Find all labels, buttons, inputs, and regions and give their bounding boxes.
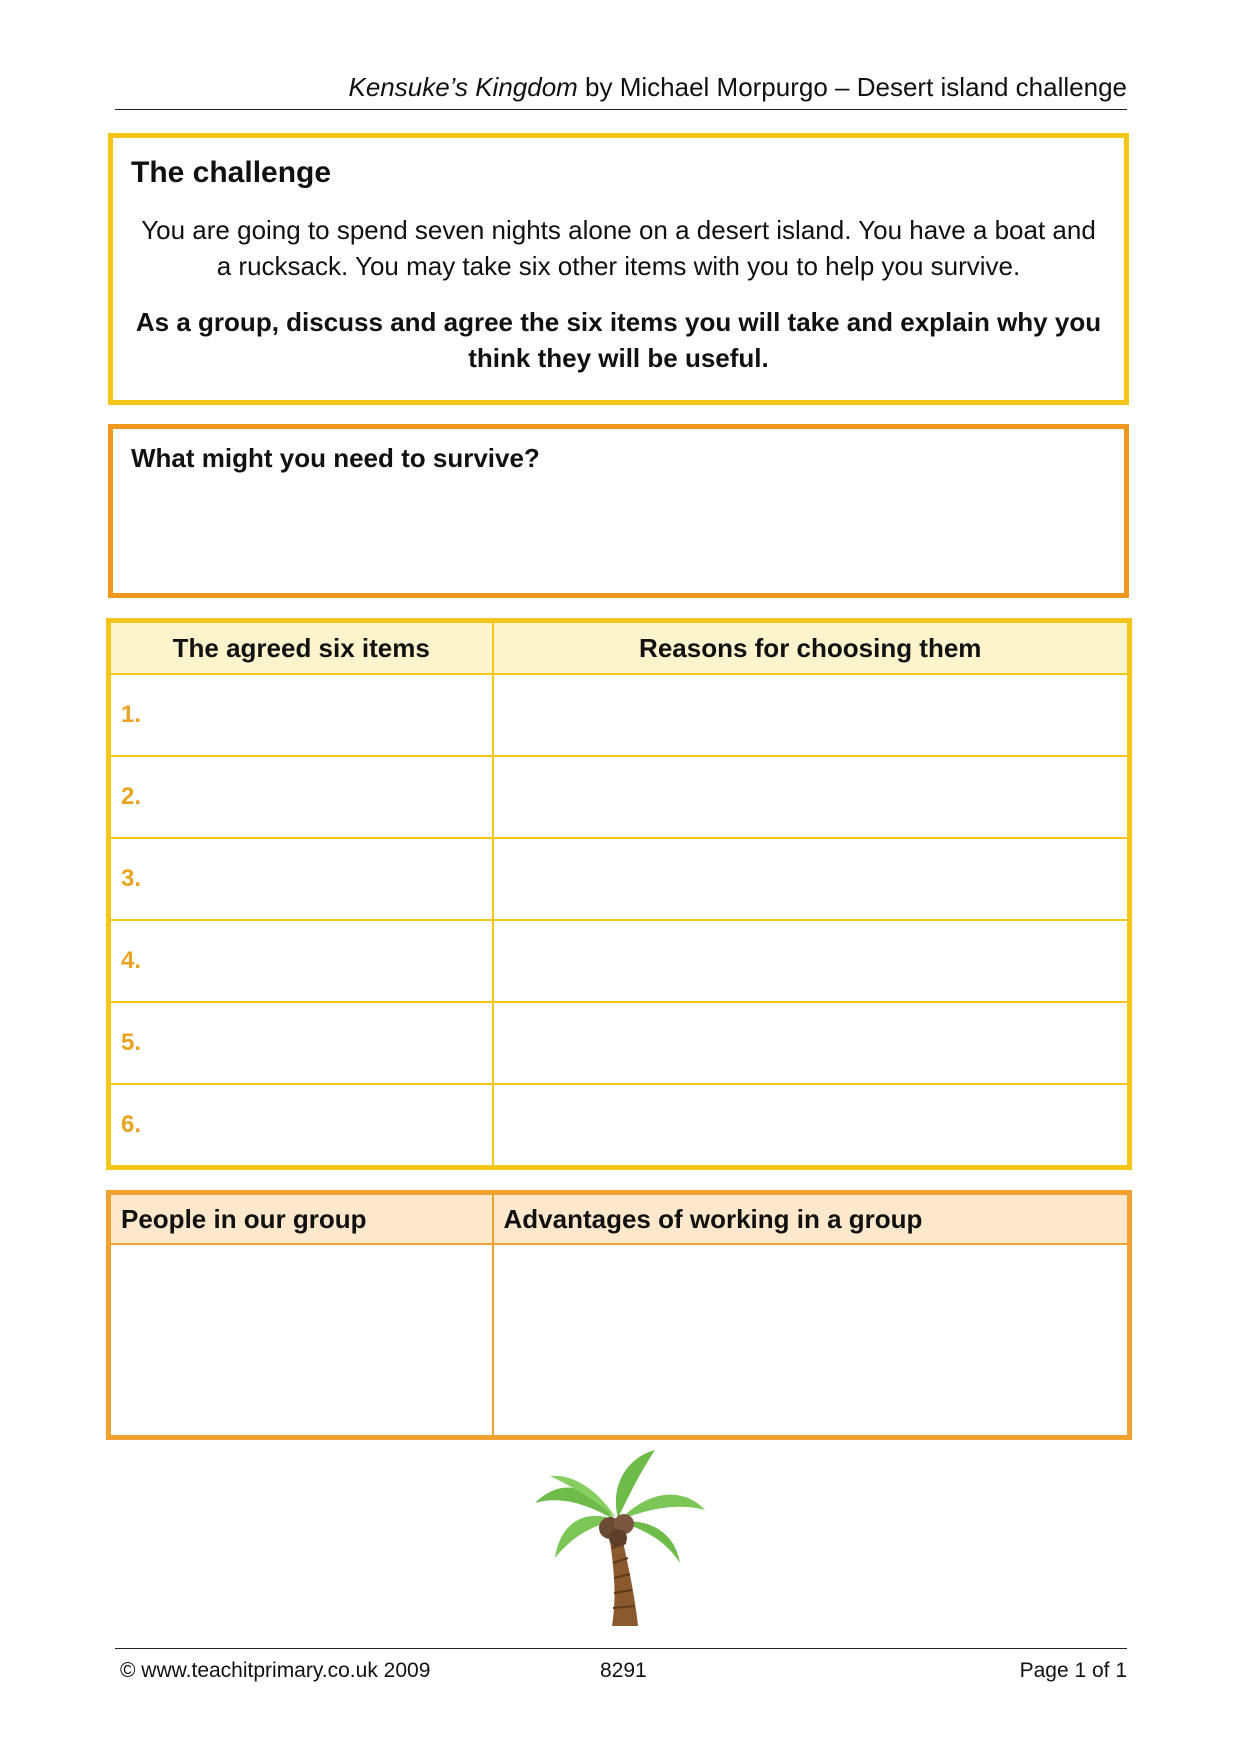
table-row [109, 756, 1130, 838]
survive-box[interactable] [108, 424, 1129, 598]
items-table [106, 618, 1132, 1170]
reason-cell[interactable] [493, 1002, 1130, 1084]
header-subtitle: by Michael Morpurgo – Desert island challenge [577, 72, 1127, 102]
table-row [109, 920, 1130, 1002]
challenge-box [108, 133, 1129, 405]
item-cell[interactable]: 4. [109, 920, 493, 1002]
document-code: 8291 [600, 1659, 647, 1682]
people-cell[interactable] [109, 1244, 493, 1438]
reason-cell[interactable] [493, 674, 1130, 756]
page-footer [115, 1648, 1127, 1687]
reasons-column-header: Reasons for choosing them [493, 621, 1130, 675]
items-column-header: The agreed six items [109, 621, 493, 675]
copyright-text: © www.teachitprimary.co.uk 2009 [120, 1659, 431, 1682]
book-title: Kensuke’s Kingdom [348, 72, 578, 102]
item-cell[interactable]: 5. [109, 1002, 493, 1084]
page-number: Page 1 of 1 [1019, 1659, 1127, 1682]
people-column-header: People in our group [109, 1193, 493, 1245]
table-row [109, 1084, 1130, 1168]
challenge-text: You are going to spend seven nights alone on a desert island. You have a boat and a rucksack. You may take six other items with you to help you survive. [141, 215, 1096, 281]
survive-heading: What might you need to survive? [131, 443, 540, 473]
challenge-heading: The challenge [131, 156, 332, 189]
page-header [115, 72, 1127, 110]
reason-cell[interactable] [493, 756, 1130, 838]
item-cell[interactable]: 1. [109, 674, 493, 756]
reason-cell[interactable] [493, 920, 1130, 1002]
advantages-column-header: Advantages of working in a group [493, 1193, 1130, 1245]
reason-cell[interactable] [493, 838, 1130, 920]
table-row [109, 1244, 1130, 1438]
group-table-header [109, 1193, 1130, 1245]
table-row [109, 838, 1130, 920]
item-cell[interactable]: 2. [109, 756, 493, 838]
table-row [109, 1002, 1130, 1084]
group-table [106, 1190, 1132, 1440]
challenge-instruction: As a group, discuss and agree the six items you will take and explain why you think they will be useful. [135, 307, 1102, 373]
table-row [109, 674, 1130, 756]
palm-tree-icon [530, 1448, 710, 1628]
reason-cell[interactable] [493, 1084, 1130, 1168]
items-table-header [109, 621, 1130, 675]
item-cell[interactable]: 6. [109, 1084, 493, 1168]
advantages-cell[interactable] [493, 1244, 1130, 1438]
item-cell[interactable]: 3. [109, 838, 493, 920]
